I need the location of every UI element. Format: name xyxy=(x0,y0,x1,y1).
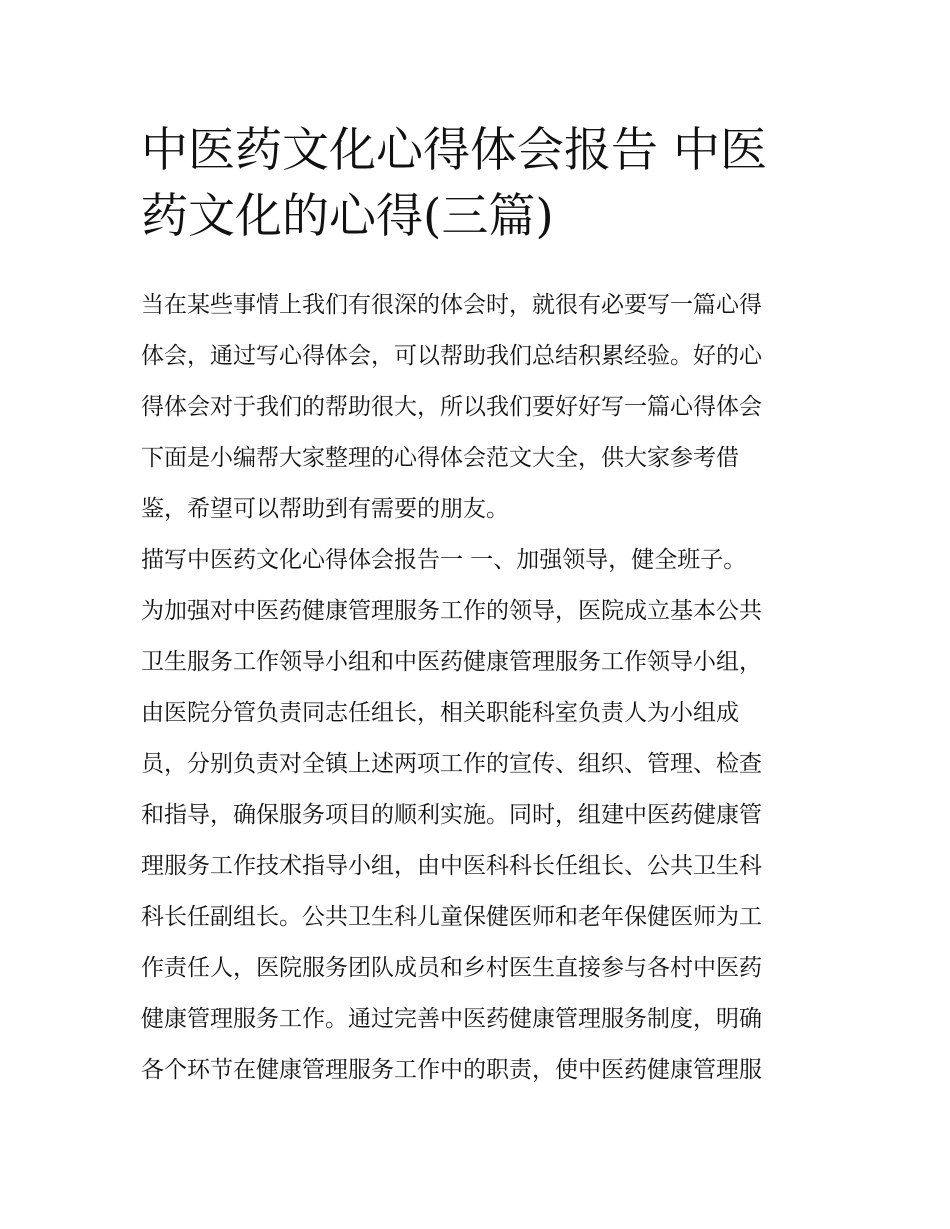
body-line: 当在某些事情上我们有很深的体会时，就很有必要写一篇心得 xyxy=(141,292,762,318)
document-body xyxy=(141,280,821,1096)
body-line: 和指导，确保服务项目的顺利实施。同时，组建中医药健康管 xyxy=(141,802,762,828)
body-line: 员，分别负责对全镇上述两项工作的宣传、组织、管理、检查 xyxy=(141,751,762,777)
body-line: 健康管理服务工作。通过完善中医药健康管理服务制度，明确 xyxy=(141,1006,762,1032)
body-line: 体会，通过写心得体会，可以帮助我们总结积累经验。好的心 xyxy=(141,343,762,369)
body-line: 各个环节在健康管理服务工作中的职责，使中医药健康管理服 xyxy=(141,1057,762,1083)
body-line: 卫生服务工作领导小组和中医药健康管理服务工作领导小组， xyxy=(141,649,762,675)
body-line: 科长任副组长。公共卫生科儿童保健医师和老年保健医师为工 xyxy=(141,904,762,930)
body-line: 鉴，希望可以帮助到有需要的朋友。 xyxy=(141,496,509,522)
body-line: 得体会对于我们的帮助很大，所以我们要好好写一篇心得体会 xyxy=(141,394,762,420)
body-line: 作责任人，医院服务团队成员和乡村医生直接参与各村中医药 xyxy=(141,955,762,981)
document-title xyxy=(141,118,821,250)
body-line: 理服务工作技术指导小组，由中医科科长任组长、公共卫生科 xyxy=(141,853,762,879)
body-line: 由医院分管负责同志任组长，相关职能科室负责人为小组成 xyxy=(141,700,739,726)
body-line: 描写中医药文化心得体会报告一 一、加强领导，健全班子。 xyxy=(141,547,747,573)
title-line: 中医药文化心得体会报告 中医 xyxy=(141,123,767,178)
title-line: 药文化的心得(三篇) xyxy=(141,189,554,244)
body-line: 为加强对中医药健康管理服务工作的领导，医院成立基本公共 xyxy=(141,598,762,624)
body-line: 下面是小编帮大家整理的心得体会范文大全，供大家参考借 xyxy=(141,445,739,471)
